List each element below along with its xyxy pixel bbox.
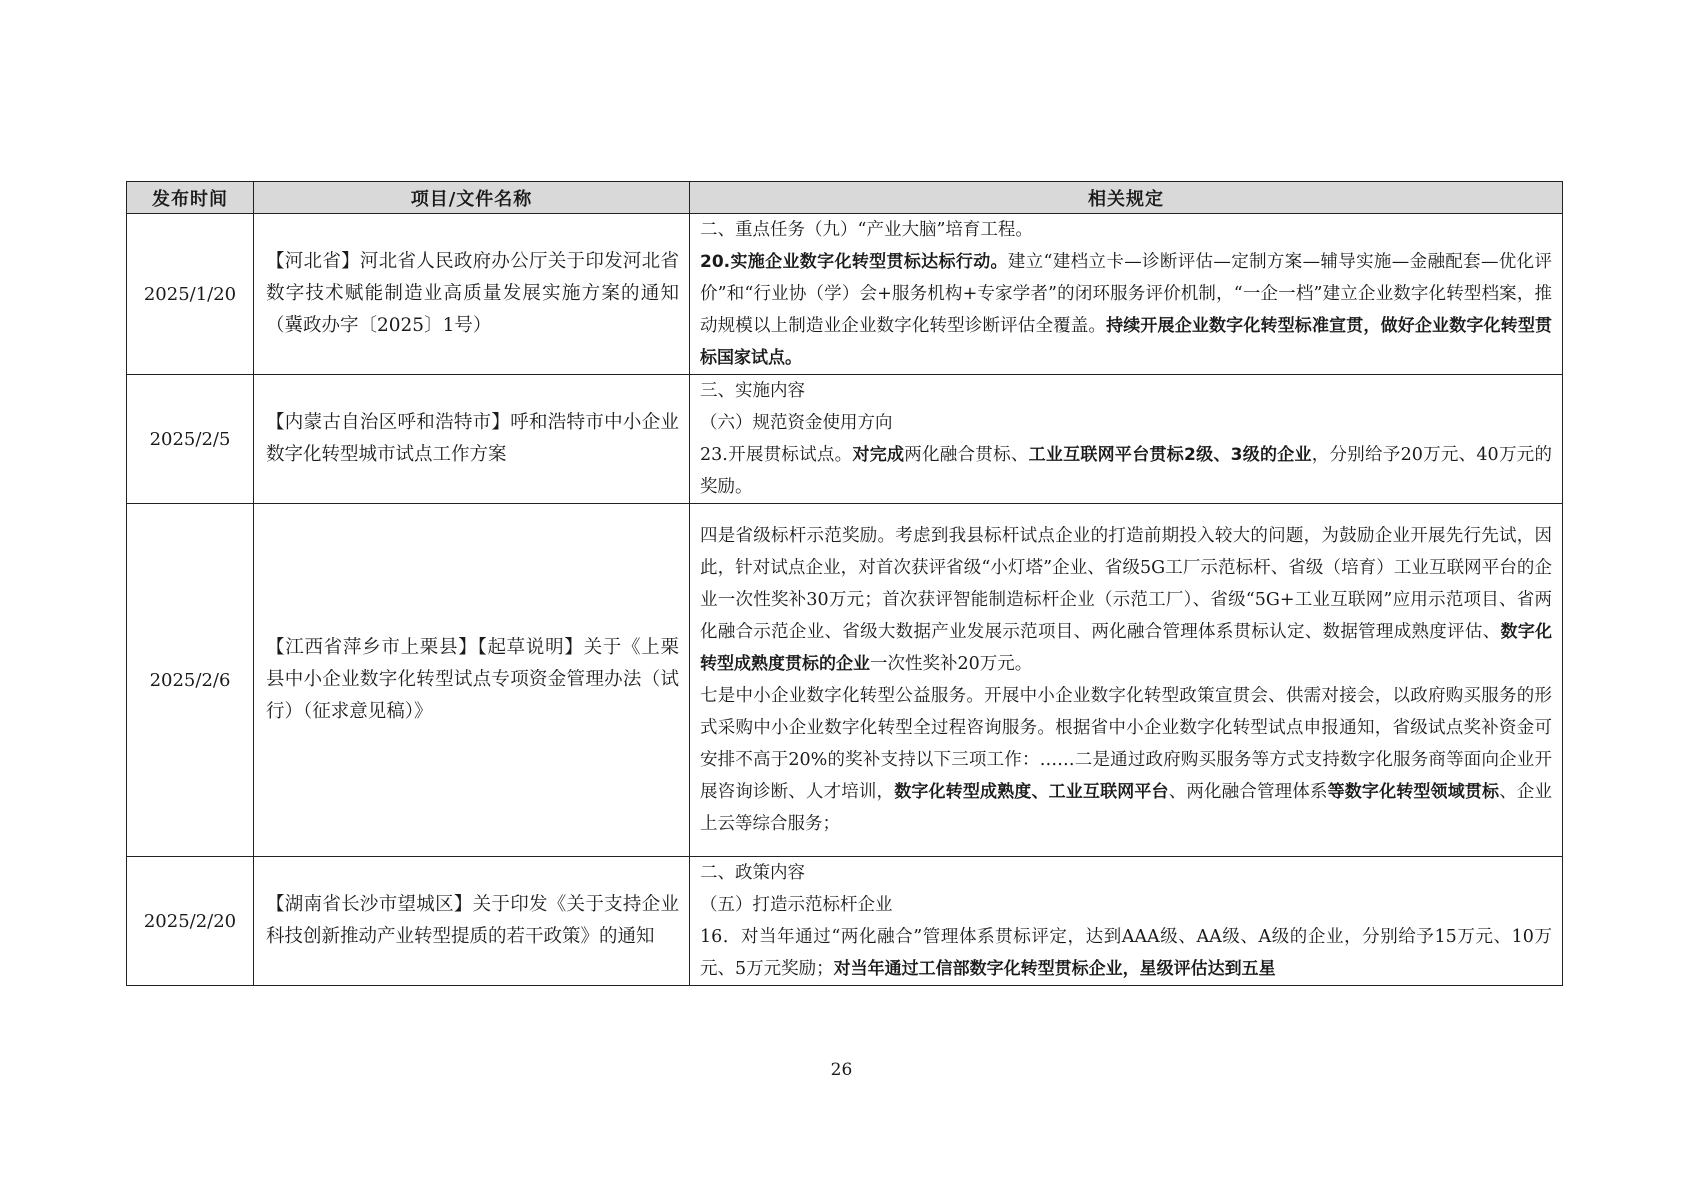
publish-date: 2025/2/20 (127, 857, 254, 986)
rule-paragraph (700, 889, 1552, 921)
rule-text: 三、实施内容 (700, 381, 805, 401)
document-name: 【河北省】河北省人民政府办公厅关于印发河北省数字技术赋能制造业高质量发展实施方案的通知（冀政办字〔2025〕1号） (254, 214, 690, 375)
rule-paragraph (700, 439, 1552, 503)
related-rules (690, 214, 1563, 375)
rule-paragraph (700, 407, 1552, 439)
rule-paragraph (700, 857, 1552, 889)
document-name: 【内蒙古自治区呼和浩特市】呼和浩特市中小企业数字化转型城市试点工作方案 (254, 375, 690, 504)
policy-table (126, 181, 1563, 986)
rule-paragraph (700, 921, 1552, 985)
rule-text: ，分别给予20万元、40万元的奖励。 (700, 445, 1552, 497)
rule-text: 23.开展贯标试点。 (700, 445, 853, 465)
rule-text: 七是中小企业数字化转型公益服务。开展中小企业数字化转型政策宣贯会、供需对接会，以政府购买服务的形式采购中小企业数字化转型全过程咨询服务。根据省中小企业数字化转型试点申报通知，省级试点奖补资金可安排不高于20%的奖补支持以下三项工作：……二是通过政府购买服务等方式支持数字化服务商等面向企业开展咨询诊断、人才培训， (700, 686, 1552, 802)
rule-text: 两化融合贯标、 (904, 445, 1029, 465)
rule-text-bold: 等数字化转型领域贯标 (1327, 782, 1500, 802)
rule-text: （五）打造示范标杆企业 (700, 895, 893, 915)
document-name: 【江西省萍乡市上栗县】【起草说明】关于《上栗县中小企业数字化转型试点专项资金管理办法（试行）（征求意见稿）》 (254, 504, 690, 857)
rule-text: 、两化融合管理体系 (1168, 782, 1328, 802)
rule-text: 16．对当年通过“两化融合”管理体系贯标评定，达到AAA级、AA级、A级的企业，分别给予15万元、10万元、5万元奖励； (700, 927, 1552, 979)
rule-text: （六）规范资金使用方向 (700, 413, 893, 433)
rule-text-bold: 数字化转型成熟度、工业互联网平台 (894, 782, 1169, 802)
rule-text-bold: 持续开展企业数字化转型标准宣贯，做好企业数字化转型贯标国家试点。 (700, 316, 1552, 368)
page-number: 26 (830, 1060, 853, 1080)
table-row (127, 214, 1563, 375)
publish-date: 2025/1/20 (127, 214, 254, 375)
related-rules (690, 375, 1563, 504)
rule-paragraph (700, 375, 1552, 407)
rule-paragraph (700, 680, 1552, 840)
table-row (127, 504, 1563, 857)
rule-text-bold: 工业互联网平台贯标2级、3级的企业 (1028, 445, 1312, 465)
related-rules (690, 857, 1563, 986)
rule-text-bold: 对当年通过工信部数字化转型贯标企业，星级评估达到五星 (833, 959, 1276, 979)
rule-text: 、企业上云等综合服务； (700, 782, 1552, 834)
rule-text: 二、政策内容 (700, 863, 805, 883)
table-header-row (127, 182, 1563, 214)
header-rules: 相关规定 (690, 182, 1563, 214)
rule-text-bold: 对完成 (852, 445, 905, 465)
publish-date: 2025/2/5 (127, 375, 254, 504)
rule-paragraph (700, 214, 1552, 246)
rule-paragraph (700, 520, 1552, 680)
rule-text: 一次性奖补20万元。 (870, 654, 1033, 674)
rule-text: 二、重点任务（九）“产业大脑”培育工程。 (700, 220, 1033, 240)
rule-text-bold: 数字化转型成熟度贯标的企业 (700, 622, 1553, 674)
related-rules (690, 504, 1563, 857)
rule-text-bold: 20.实施企业数字化转型贯标达标行动。 (700, 252, 1008, 272)
header-name: 项目/文件名称 (254, 182, 690, 214)
document-name: 【湖南省长沙市望城区】关于印发《关于支持企业科技创新推动产业转型提质的若干政策》的通知 (254, 857, 690, 986)
table-row (127, 375, 1563, 504)
rule-text: 建立“建档立卡—诊断评估—定制方案—辅导实施—金融配套—优化评价”和“行业协（学）会+服务机构+专家学者”的闭环服务评价机制，“一企一档”建立企业数字化转型档案，推动规模以上制造业企业数字化转型诊断评估全覆盖。 (700, 252, 1552, 336)
publish-date: 2025/2/6 (127, 504, 254, 857)
rule-paragraph (700, 246, 1552, 374)
table-row (127, 857, 1563, 986)
header-date: 发布时间 (127, 182, 254, 214)
rule-text: 四是省级标杆示范奖励。考虑到我县标杆试点企业的打造前期投入较大的问题，为鼓励企业开展先行先试，因此，针对试点企业，对首次获评省级“小灯塔”企业、省级5G工厂示范标杆、省级（培育）工业互联网平台的企业一次性奖补30万元；首次获评智能制造标杆企业（示范工厂）、省级“5G+工业互联网”应用示范项目、省两化融合示范企业、省级大数据产业发展示范项目、两化融合管理体系贯标认定、数据管理成熟度评估、 (700, 526, 1552, 642)
